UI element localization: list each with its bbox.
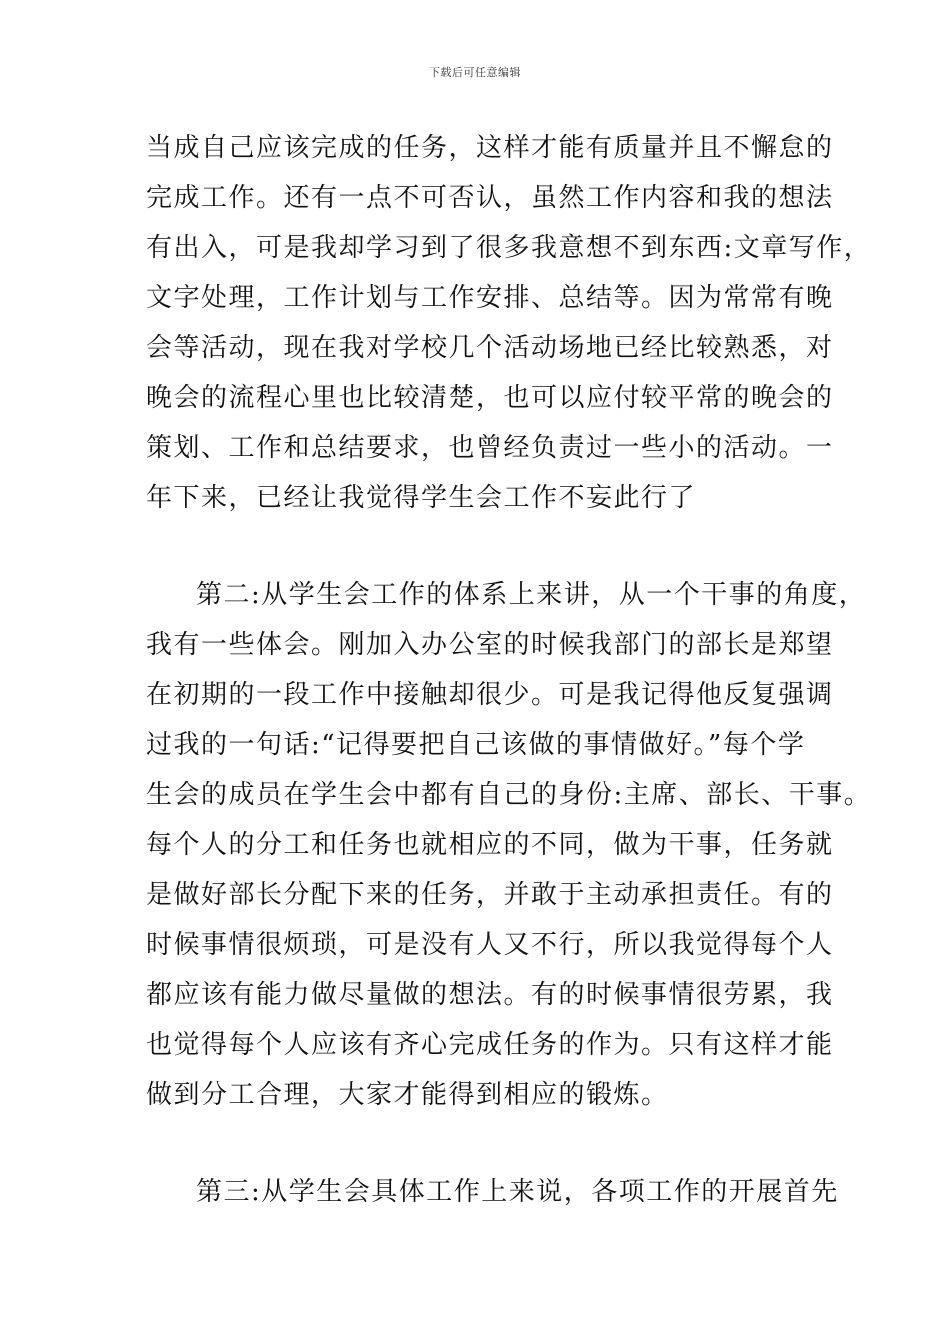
text-line: 在初期的一段工作中接触却很少。可是我记得他反复强调 (146, 680, 834, 710)
text-line: 当成自己应该完成的任务，这样才能有质量并且不懈怠的 (146, 133, 834, 163)
text-line: 是做好部长分配下来的任务，并敢于主动承担责任。有的 (146, 880, 834, 910)
text-line: 做到分工合理，大家才能得到相应的锻炼。 (146, 1080, 669, 1110)
text-line: 都应该有能力做尽量做的想法。有的时候事情很劳累，我 (146, 980, 834, 1010)
text-line: 年下来，已经让我觉得学生会工作不妄此行了 (146, 483, 697, 513)
text-line: 过我的一句话:“记得要把自己该做的事情做好。”每个学 (146, 730, 806, 760)
text-line: 生会的成员在学生会中都有自己的身份:主席、部长、干事。 (146, 780, 872, 810)
text-line: 时候事情很烦琐，可是没有人又不行，所以我觉得每个人 (146, 930, 834, 960)
text-line: 我有一些体会。刚加入办公室的时候我部门的部长是郑望 (146, 630, 834, 660)
text-line: 文字处理，工作计划与工作安排、总结等。因为常常有晚 (146, 283, 834, 313)
text-line: 晚会的流程心里也比较清楚，也可以应付较平常的晚会的 (146, 383, 834, 413)
text-line: 第三:从学生会具体工作上来说，各项工作的开展首先 (196, 1177, 839, 1207)
text-line: 第二:从学生会工作的体系上来讲，从一个干事的角度， (196, 580, 867, 610)
text-line: 有出入，可是我却学习到了很多我意想不到东西:文章写作， (146, 233, 872, 263)
text-line: 策划、工作和总结要求，也曾经负责过一些小的活动。一 (146, 433, 834, 463)
text-line: 会等活动，现在我对学校几个活动场地已经比较熟悉，对 (146, 333, 834, 363)
text-line: 每个人的分工和任务也就相应的不同，做为干事，任务就 (146, 830, 834, 860)
page-header: 下载后可任意编辑 (429, 66, 521, 79)
text-line: 也觉得每个人应该有齐心完成任务的作为。只有这样才能 (146, 1030, 834, 1060)
text-line: 完成工作。还有一点不可否认，虽然工作内容和我的想法 (146, 183, 834, 213)
